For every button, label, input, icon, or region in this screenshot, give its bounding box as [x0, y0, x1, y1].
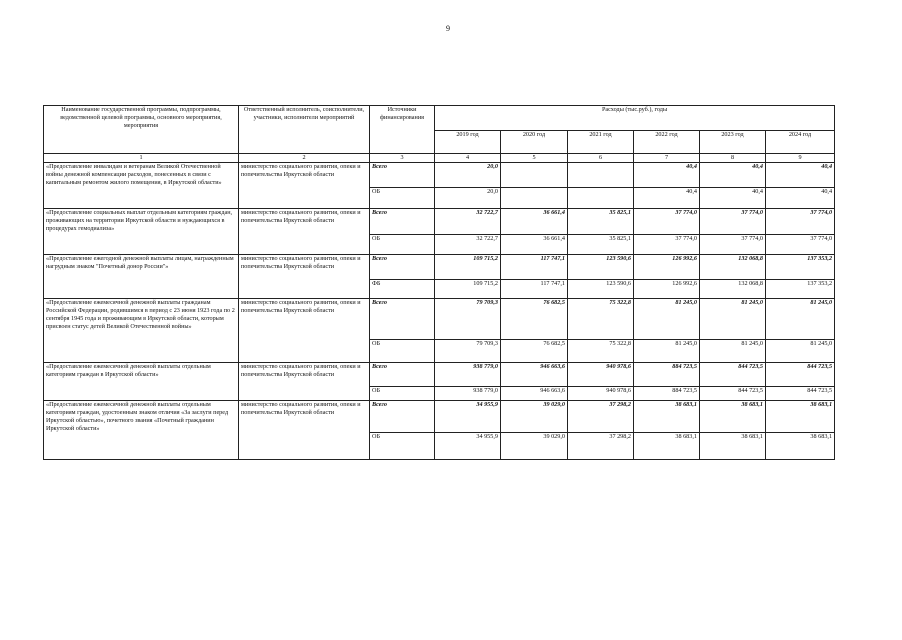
total-amount-cell: 37 298,2 — [568, 401, 634, 433]
program-name: «Предоставление ежегодной денежной выплаты лицам, награжденным нагрудным знаком "Почетный донор России"» — [44, 255, 239, 299]
header-year: 2019 год — [435, 131, 501, 154]
total-amount-cell: 137 353,2 — [766, 255, 835, 280]
column-number: 7 — [634, 154, 700, 163]
total-amount-cell: 37 774,0 — [766, 209, 835, 235]
column-number: 9 — [766, 154, 835, 163]
source-amount-cell: 81 245,0 — [634, 340, 700, 363]
source-amount-cell: 38 683,1 — [634, 433, 700, 460]
source-amount-cell: 38 683,1 — [766, 433, 835, 460]
total-amount-cell: 109 715,2 — [435, 255, 501, 280]
total-amount-cell: 117 747,1 — [501, 255, 568, 280]
total-amount-cell: 40,4 — [700, 163, 766, 188]
program-name: «Предоставление ежемесячной денежной выплаты отдельным категориям граждан, удостоенным знаком отличия «За заслуги перед Иркутской областью», почетного звания «Почетный гражданин Иркутской области» — [44, 401, 239, 460]
header-responsible: Ответственный исполнитель, соисполнители, участники, исполнители мероприятий — [239, 106, 370, 154]
total-amount-cell: 38 683,1 — [700, 401, 766, 433]
total-amount-cell: 37 774,0 — [700, 209, 766, 235]
page-number: 9 — [446, 24, 450, 33]
source-amount-cell: 79 709,3 — [435, 340, 501, 363]
table-body — [44, 163, 835, 460]
source-amount-cell: 844 723,5 — [700, 387, 766, 401]
total-amount-cell — [501, 163, 568, 188]
table-row — [44, 163, 835, 188]
source-amount-cell: 40,4 — [700, 188, 766, 209]
header-source: Источники финансирования — [370, 106, 435, 154]
source-amount-cell: 40,4 — [766, 188, 835, 209]
responsible-executor: министерство социального развития, опеки и попечительства Иркутской области — [239, 299, 370, 363]
program-name: «Предоставление инвалидам и ветеранам Великой Отечественной войны денежной компенсации расходов, понесенных в связи с капитальным ремонтом жилого помещения, в Иркутской области» — [44, 163, 239, 209]
total-amount-cell: 844 723,5 — [766, 363, 835, 387]
source-amount-cell: 844 723,5 — [766, 387, 835, 401]
responsible-executor: министерство социального развития, опеки и попечительства Иркутской области — [239, 363, 370, 401]
total-amount-cell: 123 590,6 — [568, 255, 634, 280]
funding-source-label: ОБ — [370, 235, 435, 255]
source-amount-cell — [501, 188, 568, 209]
program-name: «Предоставление ежемесячной денежной выплаты гражданам Российской Федерации, родившимся в период с 23 июня 1923 года по 2 сентября 1945 года и проживающим в Иркутской области, которым присвоен статус детей Великой Отечественной войны» — [44, 299, 239, 363]
total-amount-cell: 40,4 — [766, 163, 835, 188]
source-amount-cell: 20,0 — [435, 188, 501, 209]
funding-total-label: Всего — [370, 163, 435, 188]
total-amount-cell: 32 722,7 — [435, 209, 501, 235]
column-number: 5 — [501, 154, 568, 163]
funding-source-label: ОБ — [370, 340, 435, 363]
header-program: Наименование государственной программы, подпрограммы, ведомственной целевой программы, основного мероприятия, мероприятия — [44, 106, 239, 154]
table-row — [44, 209, 835, 235]
table-row — [44, 363, 835, 387]
source-amount-cell: 37 774,0 — [634, 235, 700, 255]
total-amount-cell: 35 825,1 — [568, 209, 634, 235]
source-amount-cell: 35 825,1 — [568, 235, 634, 255]
source-amount-cell — [568, 188, 634, 209]
funding-total-label: Всего — [370, 401, 435, 433]
source-amount-cell: 126 992,6 — [634, 280, 700, 299]
total-amount-cell: 132 068,8 — [700, 255, 766, 280]
program-name: «Предоставление социальных выплат отдельным категориям граждан, проживающих на территории Иркутской области и нуждающихся в процедурах гемодиализа» — [44, 209, 239, 255]
source-amount-cell: 34 955,9 — [435, 433, 501, 460]
funding-source-label: ОБ — [370, 387, 435, 401]
source-amount-cell: 32 722,7 — [435, 235, 501, 255]
total-amount-cell: 946 663,6 — [501, 363, 568, 387]
source-amount-cell: 940 978,6 — [568, 387, 634, 401]
column-number: 3 — [370, 154, 435, 163]
funding-source-label: ФБ — [370, 280, 435, 299]
source-amount-cell: 37 298,2 — [568, 433, 634, 460]
column-number: 1 — [44, 154, 239, 163]
source-amount-cell: 884 723,5 — [634, 387, 700, 401]
source-amount-cell: 76 682,5 — [501, 340, 568, 363]
program-name: «Предоставление ежемесячной денежной выплаты отдельным категориям граждан в Иркутской области» — [44, 363, 239, 401]
total-amount-cell: 75 322,8 — [568, 299, 634, 340]
total-amount-cell: 81 245,0 — [634, 299, 700, 340]
total-amount-cell: 40,4 — [634, 163, 700, 188]
funding-total-label: Всего — [370, 363, 435, 387]
responsible-executor: министерство социального развития, опеки и попечительства Иркутской области — [239, 255, 370, 299]
source-amount-cell: 40,4 — [634, 188, 700, 209]
total-amount-cell: 38 683,1 — [634, 401, 700, 433]
header-year: 2021 год — [568, 131, 634, 154]
header-year: 2022 год — [634, 131, 700, 154]
total-amount-cell: 20,0 — [435, 163, 501, 188]
source-amount-cell: 81 245,0 — [700, 340, 766, 363]
funding-total-label: Всего — [370, 209, 435, 235]
funding-source-label: ОБ — [370, 188, 435, 209]
source-amount-cell: 132 068,8 — [700, 280, 766, 299]
source-amount-cell: 117 747,1 — [501, 280, 568, 299]
total-amount-cell: 76 682,5 — [501, 299, 568, 340]
column-number: 4 — [435, 154, 501, 163]
table-row — [44, 401, 835, 433]
total-amount-cell: 126 992,6 — [634, 255, 700, 280]
source-amount-cell: 137 353,2 — [766, 280, 835, 299]
funding-source-label: ОБ — [370, 433, 435, 460]
responsible-executor: министерство социального развития, опеки и попечительства Иркутской области — [239, 401, 370, 460]
total-amount-cell: 38 683,1 — [766, 401, 835, 433]
total-amount-cell: 844 723,5 — [700, 363, 766, 387]
source-amount-cell: 946 663,6 — [501, 387, 568, 401]
funding-total-label: Всего — [370, 299, 435, 340]
responsible-executor: министерство социального развития, опеки и попечительства Иркутской области — [239, 209, 370, 255]
header-year: 2020 год — [501, 131, 568, 154]
header-year: 2024 год — [766, 131, 835, 154]
column-number: 2 — [239, 154, 370, 163]
total-amount-cell: 37 774,0 — [634, 209, 700, 235]
funding-total-label: Всего — [370, 255, 435, 280]
header-year: 2023 год — [700, 131, 766, 154]
total-amount-cell: 79 709,3 — [435, 299, 501, 340]
header-expenses: Расходы (тыс.руб.), годы — [435, 106, 835, 131]
total-amount-cell: 884 723,5 — [634, 363, 700, 387]
total-amount-cell: 940 978,6 — [568, 363, 634, 387]
source-amount-cell: 109 715,2 — [435, 280, 501, 299]
column-number: 8 — [700, 154, 766, 163]
responsible-executor: министерство социального развития, опеки и попечительства Иркутской области — [239, 163, 370, 209]
table-row — [44, 299, 835, 340]
expenses-table — [43, 105, 835, 460]
source-amount-cell: 37 774,0 — [766, 235, 835, 255]
total-amount-cell: 36 661,4 — [501, 209, 568, 235]
column-number: 6 — [568, 154, 634, 163]
total-amount-cell: 81 245,0 — [700, 299, 766, 340]
source-amount-cell: 37 774,0 — [700, 235, 766, 255]
source-amount-cell: 39 029,0 — [501, 433, 568, 460]
source-amount-cell: 123 590,6 — [568, 280, 634, 299]
total-amount-cell — [568, 163, 634, 188]
source-amount-cell: 36 661,4 — [501, 235, 568, 255]
total-amount-cell: 938 779,0 — [435, 363, 501, 387]
source-amount-cell: 75 322,8 — [568, 340, 634, 363]
total-amount-cell: 81 245,0 — [766, 299, 835, 340]
table-row — [44, 255, 835, 280]
source-amount-cell: 38 683,1 — [700, 433, 766, 460]
total-amount-cell: 39 029,0 — [501, 401, 568, 433]
source-amount-cell: 938 779,0 — [435, 387, 501, 401]
total-amount-cell: 34 955,9 — [435, 401, 501, 433]
source-amount-cell: 81 245,0 — [766, 340, 835, 363]
